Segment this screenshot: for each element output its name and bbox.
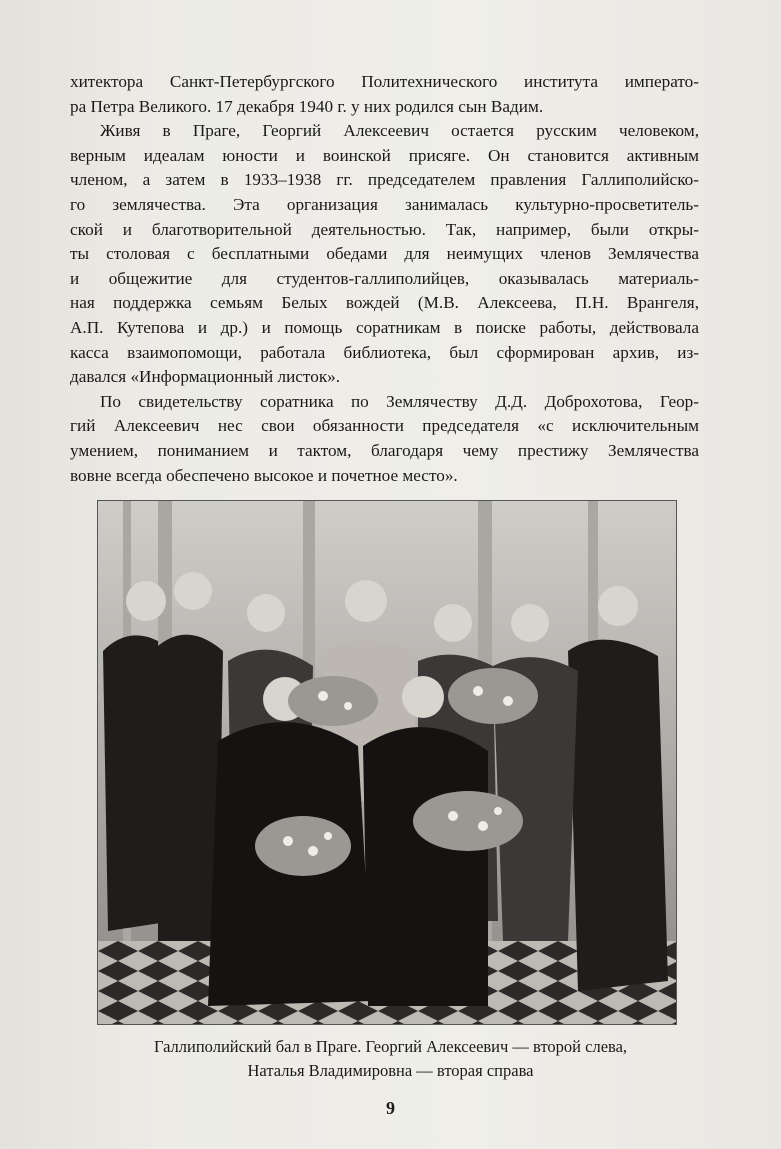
paragraph-1 <box>70 70 699 119</box>
text-line: членом, а затем в 1933–1938 гг. председателем правления Галлиполийско- <box>70 170 699 190</box>
text-line: Живя в Праге, Георгий Алексеевич остается русским человеком, <box>100 121 699 141</box>
photo-illustration <box>98 501 676 1024</box>
text-line: касса взаимопомощи, работала библиотека, был сформирован архив, из- <box>70 342 699 362</box>
photo-caption <box>60 1035 721 1083</box>
caption-line-2: Наталья Владимировна — вторая справа <box>247 1061 534 1080</box>
caption-line-1: Галлиполийский бал в Праге. Георгий Алексеевич — второй слева, <box>153 1037 628 1056</box>
text-line: верным идеалам юности и воинской присяге. Он становится активным <box>70 145 699 165</box>
text-line: По свидетельству соратника по Землячеству Д.Д. Доброхотова, Геор- <box>100 391 699 411</box>
text-line: давался «Информационный листок». <box>70 367 341 387</box>
body-text <box>70 70 699 488</box>
text-line: и общежитие для студентов-галлиполийцев, оказывалась материаль- <box>70 268 699 288</box>
text-line: А.П. Кутепова и др.) и помощь соратникам в поиске работы, действовала <box>70 317 699 337</box>
text-line: гий Алексеевич нес свои обязанности председателя «с исключительным <box>70 416 699 436</box>
text-line: ской и благотворительной деятельностью. Так, например, были откры- <box>70 219 699 239</box>
text-line: го землячества. Эта организация занималась культурно-просветитель- <box>70 194 699 214</box>
text-line: хитектора Санкт-Петербургского Политехнического института императо- <box>70 72 699 91</box>
paragraph-3 <box>70 390 699 488</box>
text-line: вовне всегда обеспечено высокое и почетное место». <box>70 465 458 485</box>
text-line: ты столовая с бесплатными обедами для неимущих членов Землячества <box>70 244 699 264</box>
page-number: 9 <box>386 1098 395 1118</box>
group-photo <box>97 500 677 1025</box>
text-line: ра Петра Великого. 17 декабря 1940 г. у них родился сын Вадим. <box>70 96 544 116</box>
text-line: ная поддержка семьям Белых вождей (М.В. Алексеева, П.Н. Врангеля, <box>70 293 699 313</box>
text-line: умением, пониманием и тактом, благодаря чему престижу Землячества <box>70 440 699 460</box>
paragraph-2 <box>70 119 699 390</box>
